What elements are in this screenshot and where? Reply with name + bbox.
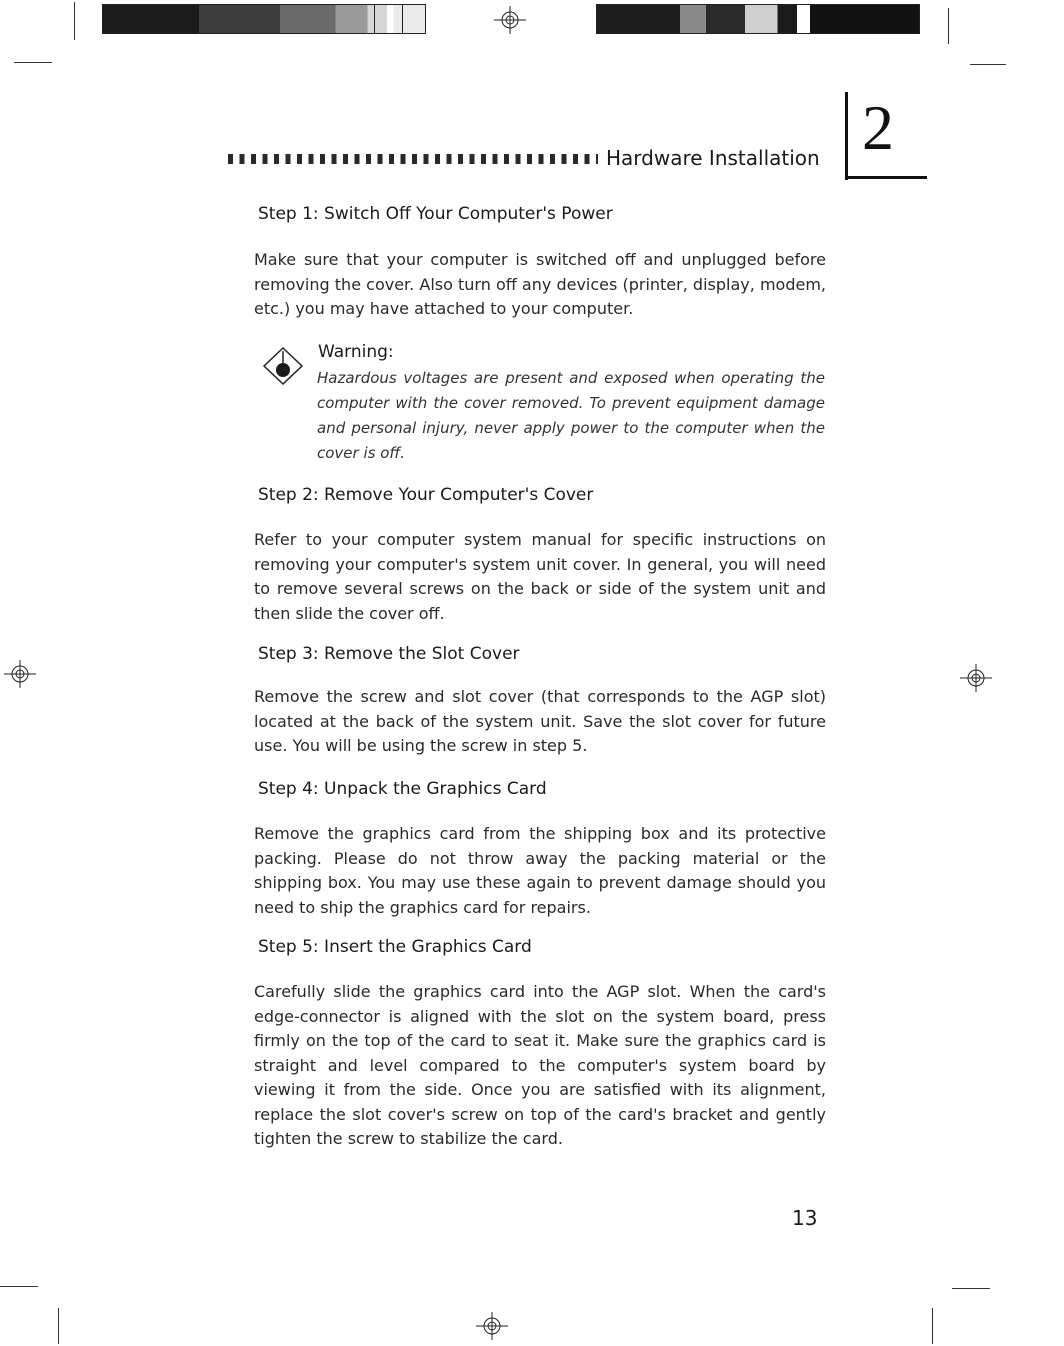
- warning-text: Hazardous voltages are present and exposed when operating the computer with the cover removed. To prevent equipment damage and personal injury, never apply power to the computer when the cover is off.: [317, 369, 825, 462]
- section-title: Hardware Installation: [606, 146, 820, 170]
- step-title: Step 3: Remove the Slot Cover: [258, 644, 520, 664]
- registration-mark-icon: [960, 662, 992, 694]
- crop-mark: [58, 1308, 59, 1344]
- warning-diamond-icon: [262, 346, 304, 386]
- warning-label: Warning:: [318, 342, 394, 362]
- chapter-tab-rule: [845, 176, 927, 179]
- color-bar-left: [102, 4, 426, 34]
- step-body: Carefully slide the graphics card into the AGP slot. When the card's edge-connector is aligned with the slot on the system board, press firmly on the top of the card to seat it. Make sure the graphics card is straight and level compared to the computer's system board by viewing it from the side. Once you are satisfied with its alignment, replace the slot cover's screw on top of the card's bracket and gently tighten the screw to stabilize the card.: [254, 982, 826, 1148]
- chapter-tab-rule: [845, 92, 848, 180]
- step-body: Remove the graphics card from the shipping box and its protective packing. Please do not throw away the packing material or the shipping box. You may use these again to prevent damage should you need to ship the graphics card for repairs.: [254, 824, 826, 917]
- registration-mark-icon: [476, 1310, 508, 1342]
- registration-mark-icon: [494, 4, 526, 36]
- page-number: 13: [792, 1206, 818, 1230]
- step-title: Step 4: Unpack the Graphics Card: [258, 779, 547, 799]
- step-title: Step 2: Remove Your Computer's Cover: [258, 485, 594, 505]
- step-body: Refer to your computer system manual for specific instructions on removing your computer's system unit cover. In general, you will need to remove several screws on the back or side of the system unit and then slide the cover off.: [254, 530, 826, 623]
- crop-mark: [932, 1308, 933, 1344]
- header-dot-leader: [228, 154, 598, 164]
- step-body: Make sure that your computer is switched off and unplugged before removing the cover. Also turn off any devices (printer, display, modem, etc.) you may have attached to your computer.: [254, 250, 826, 318]
- crop-mark: [74, 2, 75, 40]
- crop-mark: [970, 64, 1006, 65]
- step-body: Remove the screw and slot cover (that corresponds to the AGP slot) located at the back of the system unit. Save the slot cover for future use. You will be using the screw in step 5.: [254, 687, 826, 755]
- step-title: Step 1: Switch Off Your Computer's Power: [258, 204, 613, 224]
- crop-mark: [0, 1286, 38, 1287]
- crop-mark: [952, 1288, 990, 1289]
- crop-mark: [14, 62, 52, 63]
- color-bar-right: [596, 4, 920, 34]
- chapter-number: 2: [862, 92, 894, 163]
- step-title: Step 5: Insert the Graphics Card: [258, 937, 532, 957]
- registration-mark-icon: [4, 658, 36, 690]
- crop-mark: [948, 8, 949, 44]
